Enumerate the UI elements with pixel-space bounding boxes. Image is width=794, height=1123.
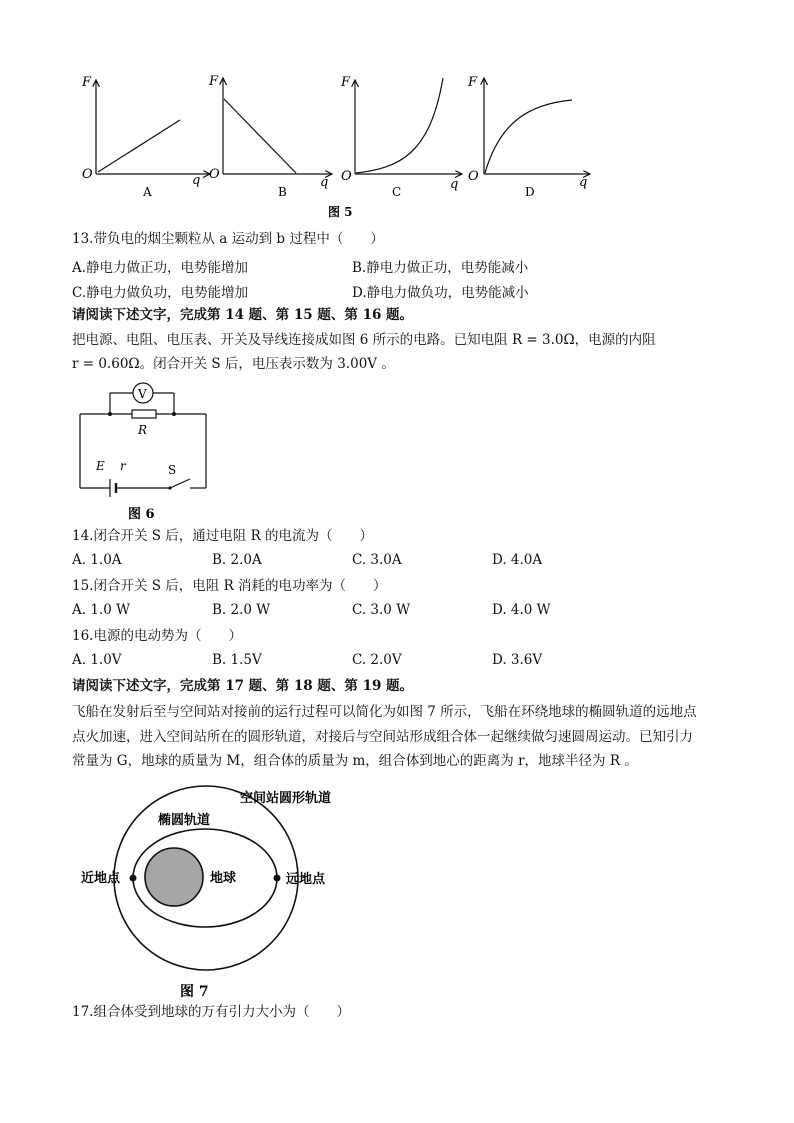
graph-c-axis-q: q bbox=[450, 177, 459, 192]
apogee-label: 远地点 bbox=[286, 872, 326, 887]
question-13-option-a[interactable]: A.静电力做正功，电势能增加 bbox=[72, 260, 249, 276]
graph-c-origin: O bbox=[341, 169, 352, 184]
question-16-option-b[interactable]: B. 1.5V bbox=[212, 652, 262, 668]
graph-d-axis-q: q bbox=[579, 175, 588, 190]
graph-a-axis-q: q bbox=[192, 173, 201, 188]
figure-7-orbits bbox=[70, 784, 370, 1004]
question-14-option-b[interactable]: B. 2.0A bbox=[212, 552, 262, 568]
section-2-text-line-2: r = 0.60Ω。闭合开关 S 后，电压表示数为 3.00V 。 bbox=[72, 356, 395, 372]
section-3-text-line-1: 飞船在发射后至与空间站对接前的运行过程可以简化为如图 7 所示，飞船在环绕地球的椭圆轨道的远地点 bbox=[72, 704, 697, 720]
section-2-heading: 请阅读下述文字，完成第 14 题、第 15 题、第 16 题。 bbox=[72, 307, 414, 323]
resistor-label: R bbox=[138, 423, 148, 437]
graph-d-curve bbox=[485, 100, 572, 173]
figure-6-circuit bbox=[70, 378, 220, 524]
emf-label: E bbox=[96, 459, 105, 473]
earth-symbol bbox=[145, 848, 203, 906]
graph-a-label: A bbox=[143, 185, 152, 199]
section-3-text-line-2: 点火加速，进入空间站所在的圆形轨道，对接后与空间站形成组合体一起继续做匀速圆周运动。已知引力 bbox=[72, 729, 693, 745]
graph-b bbox=[208, 74, 332, 199]
question-16-option-c[interactable]: C. 2.0V bbox=[352, 652, 402, 668]
figure-5-caption: 图 5 bbox=[328, 205, 353, 219]
resistor-symbol bbox=[132, 410, 156, 418]
question-14-stem: 14.闭合开关 S 后，通过电阻 R 的电流为（ ） bbox=[72, 528, 374, 544]
graph-a-line bbox=[98, 120, 180, 172]
question-14-option-c[interactable]: C. 3.0A bbox=[352, 552, 402, 568]
question-15-option-d[interactable]: D. 4.0 W bbox=[492, 602, 551, 618]
graph-a-origin: O bbox=[82, 167, 93, 182]
question-15-stem: 15.闭合开关 S 后，电阻 R 消耗的电功率为（ ） bbox=[72, 578, 387, 594]
section-3-heading: 请阅读下述文字，完成第 17 题、第 18 题、第 19 题。 bbox=[72, 678, 414, 694]
earth-label: 地球 bbox=[210, 871, 237, 886]
figure-5 bbox=[70, 66, 600, 226]
question-16-stem: 16.电源的电动势为（ ） bbox=[72, 628, 242, 644]
graph-b-line bbox=[224, 99, 296, 173]
graph-c-curve bbox=[356, 78, 443, 173]
figure-6-caption: 图 6 bbox=[128, 507, 155, 522]
graph-b-axis-q: q bbox=[320, 175, 329, 190]
figure-7-caption: 图 7 bbox=[180, 984, 209, 1000]
question-15-option-c[interactable]: C. 3.0 W bbox=[352, 602, 411, 618]
question-13-stem: 13.带负电的烟尘颗粒从 a 运动到 b 过程中（ ） bbox=[72, 231, 384, 247]
question-14-option-d[interactable]: D. 4.0A bbox=[492, 552, 543, 568]
graph-c bbox=[340, 75, 462, 199]
perigee-point bbox=[130, 875, 137, 882]
question-14-option-a[interactable]: A. 1.0A bbox=[72, 552, 122, 568]
graph-c-label: C bbox=[392, 185, 402, 199]
question-16-option-a[interactable]: A. 1.0V bbox=[72, 652, 122, 668]
circular-orbit-label: 空间站圆形轨道 bbox=[240, 791, 332, 806]
graph-d bbox=[467, 75, 590, 199]
graph-d-axis-f: F bbox=[468, 75, 478, 90]
perigee-label: 近地点 bbox=[81, 871, 121, 886]
question-13-option-d[interactable]: D.静电力做负功，电势能减小 bbox=[352, 285, 529, 301]
question-13-option-c[interactable]: C.静电力做负功，电势能增加 bbox=[72, 285, 249, 301]
question-16-option-d[interactable]: D. 3.6V bbox=[492, 652, 543, 668]
graph-d-origin: O bbox=[468, 169, 479, 184]
apogee-point bbox=[274, 875, 281, 882]
switch-label: S bbox=[168, 463, 177, 477]
elliptical-orbit-label: 椭圆轨道 bbox=[158, 813, 211, 828]
section-3-text-line-3: 常量为 G，地球的质量为 M，组合体的质量为 m，组合体到地心的距离为 r，地球半径为 R 。 bbox=[72, 753, 638, 769]
graph-a bbox=[81, 75, 210, 199]
question-13-option-b[interactable]: B.静电力做正功，电势能减小 bbox=[352, 260, 529, 276]
section-2-text-line-1: 把电源、电阻、电压表、开关及导线连接成如图 6 所示的电路。已知电阻 R = 3.0Ω，电源的内阻 bbox=[72, 332, 656, 348]
graph-c-axis-f: F bbox=[341, 75, 351, 90]
question-15-option-b[interactable]: B. 2.0 W bbox=[212, 602, 271, 618]
question-15-option-a[interactable]: A. 1.0 W bbox=[72, 602, 130, 618]
graph-a-axis-f: F bbox=[82, 75, 92, 90]
graph-b-origin: O bbox=[209, 167, 220, 182]
switch-symbol bbox=[170, 479, 190, 488]
graph-b-axis-f: F bbox=[209, 74, 219, 89]
question-17-stem: 17.组合体受到地球的万有引力大小为（ ） bbox=[72, 1004, 350, 1020]
graph-d-label: D bbox=[525, 185, 535, 199]
graph-b-label: B bbox=[278, 185, 287, 199]
voltmeter-label: V bbox=[138, 387, 147, 401]
internal-resistance-label: r bbox=[120, 459, 126, 473]
